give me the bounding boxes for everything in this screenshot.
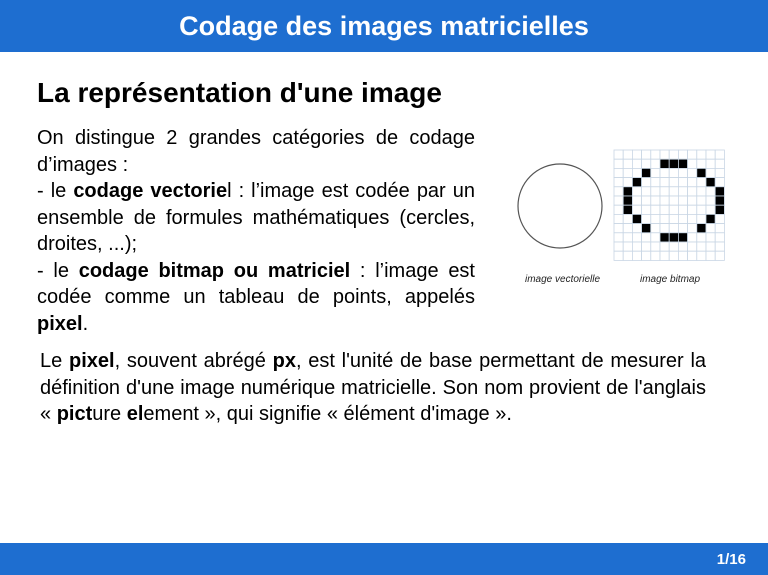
pixel-off bbox=[623, 242, 632, 251]
pixel-on bbox=[660, 233, 669, 242]
pixel-off bbox=[651, 251, 660, 260]
pixel-off bbox=[678, 196, 687, 205]
pixel-on bbox=[706, 214, 715, 223]
pixel-off bbox=[632, 187, 641, 196]
pixel-off bbox=[632, 242, 641, 251]
pixel-off bbox=[642, 178, 651, 187]
pixel-off bbox=[715, 168, 724, 177]
pixel-on bbox=[632, 178, 641, 187]
pixel-off bbox=[697, 150, 706, 159]
pixel-off bbox=[642, 187, 651, 196]
pixel-off bbox=[660, 187, 669, 196]
pixel-off bbox=[688, 168, 697, 177]
pixel-off bbox=[623, 178, 632, 187]
pixel-off bbox=[688, 159, 697, 168]
pixel-off bbox=[678, 187, 687, 196]
intro-paragraph bbox=[37, 125, 475, 337]
caption-bitmap: image bitmap bbox=[640, 274, 701, 285]
pixel-off bbox=[660, 150, 669, 159]
pixel-on bbox=[623, 187, 632, 196]
vector-definition: - le codage vectoriel : l’image est codée par un ensemble de formules mathématiques (cercles, droites, ...); bbox=[37, 180, 476, 255]
term-pixel: pixel bbox=[37, 312, 83, 335]
pixel-off bbox=[614, 242, 623, 251]
pixel-on bbox=[632, 214, 641, 223]
pixel-off bbox=[642, 251, 651, 260]
pixel-off bbox=[651, 224, 660, 233]
pixel-off bbox=[632, 233, 641, 242]
pixel-off bbox=[614, 224, 623, 233]
pixel-off bbox=[660, 205, 669, 214]
pixel-on bbox=[669, 159, 678, 168]
pixel-off bbox=[614, 187, 623, 196]
pixel-off bbox=[706, 251, 715, 260]
pixel-off bbox=[623, 251, 632, 260]
pixel-off bbox=[614, 168, 623, 177]
pixel-off bbox=[715, 159, 724, 168]
term-pict: pict bbox=[56, 403, 93, 425]
pixel-on bbox=[697, 168, 706, 177]
pixel-off bbox=[669, 187, 678, 196]
pixel-off bbox=[632, 224, 641, 233]
pixel-off bbox=[660, 224, 669, 233]
pixel-off bbox=[614, 178, 623, 187]
footer-bar bbox=[0, 543, 768, 575]
pixel-off bbox=[623, 150, 632, 159]
pixel-off bbox=[632, 150, 641, 159]
pixel-off bbox=[651, 187, 660, 196]
pixel-off bbox=[651, 150, 660, 159]
pixel-off bbox=[660, 242, 669, 251]
pixel-off bbox=[623, 159, 632, 168]
pixel-off bbox=[614, 233, 623, 242]
pixel-off bbox=[623, 168, 632, 177]
pixel-off bbox=[706, 159, 715, 168]
pixel-off bbox=[678, 242, 687, 251]
pixel-off bbox=[642, 233, 651, 242]
pixel-off bbox=[697, 159, 706, 168]
term-el: el bbox=[126, 403, 144, 425]
pixel-off bbox=[678, 205, 687, 214]
pixel-off bbox=[697, 242, 706, 251]
pixel-off bbox=[706, 224, 715, 233]
pixel-off bbox=[669, 242, 678, 251]
term-vector: codage vectorie bbox=[73, 180, 228, 202]
pixel-on bbox=[678, 233, 687, 242]
pixel-off bbox=[669, 224, 678, 233]
pixel-off bbox=[651, 159, 660, 168]
pixel-off bbox=[623, 224, 632, 233]
page-number: 1/16 bbox=[716, 551, 746, 568]
caption-vector: image vectorielle bbox=[525, 274, 601, 285]
pixel-off bbox=[614, 251, 623, 260]
pixel-off bbox=[660, 168, 669, 177]
pixel-on bbox=[642, 224, 651, 233]
pixel-off bbox=[660, 214, 669, 223]
pixel-off bbox=[614, 214, 623, 223]
pixel-off bbox=[688, 233, 697, 242]
pixel-off bbox=[632, 196, 641, 205]
pixel-off bbox=[642, 205, 651, 214]
pixel-on bbox=[715, 196, 724, 205]
pixel-off bbox=[669, 168, 678, 177]
page-title: Codage des images matricielles bbox=[179, 10, 589, 41]
pixel-off bbox=[669, 196, 678, 205]
term-pixel-2: pixel bbox=[68, 350, 115, 372]
pixel-off bbox=[632, 168, 641, 177]
pixel-off bbox=[614, 150, 623, 159]
pixel-off bbox=[697, 205, 706, 214]
pixel-off bbox=[715, 233, 724, 242]
pixel-off bbox=[623, 233, 632, 242]
pixel-off bbox=[678, 214, 687, 223]
pixel-off bbox=[669, 205, 678, 214]
pixel-off bbox=[715, 251, 724, 260]
pixel-on bbox=[642, 168, 651, 177]
pixel-off bbox=[715, 178, 724, 187]
pixel-off bbox=[688, 214, 697, 223]
pixel-off bbox=[697, 233, 706, 242]
pixel-off bbox=[706, 205, 715, 214]
pixel-off bbox=[669, 178, 678, 187]
pixel-off bbox=[688, 224, 697, 233]
term-px: px bbox=[272, 350, 296, 372]
intro-line: On distingue 2 grandes catégories de codage d’images : bbox=[37, 127, 475, 176]
pixel-off bbox=[697, 187, 706, 196]
pixel-off bbox=[697, 196, 706, 205]
pixel-off bbox=[642, 159, 651, 168]
pixel-off bbox=[660, 196, 669, 205]
pixel-on bbox=[660, 159, 669, 168]
pixel-off bbox=[632, 205, 641, 214]
pixel-off bbox=[678, 168, 687, 177]
pixel-off bbox=[697, 178, 706, 187]
pixel-off bbox=[632, 159, 641, 168]
pixel-off bbox=[623, 214, 632, 223]
vector-circle bbox=[518, 164, 602, 248]
pixel-on bbox=[623, 196, 632, 205]
bitmap-definition: - le codage bitmap ou matriciel : l’image est codée comme un tableau de points, appelés pixel. bbox=[37, 259, 475, 335]
pixel-on bbox=[678, 159, 687, 168]
pixel-off bbox=[651, 178, 660, 187]
pixel-on bbox=[715, 205, 724, 214]
pixel-off bbox=[688, 150, 697, 159]
pixel-off bbox=[651, 242, 660, 251]
pixel-off bbox=[678, 251, 687, 260]
term-bitmap: codage bitmap ou matriciel bbox=[78, 259, 351, 282]
pixel-off bbox=[651, 233, 660, 242]
pixel-on bbox=[669, 233, 678, 242]
pixel-off bbox=[688, 242, 697, 251]
pixel-off bbox=[688, 178, 697, 187]
pixel-paragraph: Le pixel, souvent abrégé px, est l'unité de base permettant de mesurer la définition d'une image numérique matricielle. Son nom provient de l'anglais « picture element », qui signifie « élément d'image ». bbox=[40, 350, 707, 425]
pixel-off bbox=[660, 251, 669, 260]
pixel-off bbox=[614, 196, 623, 205]
pixel-off bbox=[706, 242, 715, 251]
pixel-on bbox=[697, 224, 706, 233]
section-title: La représentation d'une image bbox=[37, 77, 442, 108]
bitmap-grid bbox=[614, 150, 724, 260]
pixel-off bbox=[688, 187, 697, 196]
pixel-off bbox=[688, 205, 697, 214]
pixel-off bbox=[678, 178, 687, 187]
pixel-off bbox=[678, 150, 687, 159]
pixel-off bbox=[642, 150, 651, 159]
pixel-off bbox=[706, 168, 715, 177]
pixel-off bbox=[660, 178, 669, 187]
pixel-off bbox=[697, 214, 706, 223]
pixel-on bbox=[706, 178, 715, 187]
pixel-on bbox=[715, 187, 724, 196]
pixel-off bbox=[642, 214, 651, 223]
pixel-off bbox=[651, 168, 660, 177]
pixel-off bbox=[706, 233, 715, 242]
pixel-off bbox=[642, 242, 651, 251]
pixel-off bbox=[706, 196, 715, 205]
pixel-off bbox=[651, 205, 660, 214]
pixel-off bbox=[706, 150, 715, 159]
pixel-off bbox=[632, 251, 641, 260]
header-bar bbox=[0, 0, 768, 52]
pixel-off bbox=[688, 196, 697, 205]
pixel-off bbox=[614, 205, 623, 214]
pixel-off bbox=[715, 150, 724, 159]
vector-vs-bitmap-figure bbox=[514, 148, 736, 288]
pixel-off bbox=[669, 150, 678, 159]
pixel-off bbox=[715, 224, 724, 233]
pixel-off bbox=[706, 187, 715, 196]
pixel-off bbox=[642, 196, 651, 205]
pixel-off bbox=[715, 242, 724, 251]
pixel-off bbox=[669, 214, 678, 223]
pixel-on bbox=[623, 205, 632, 214]
pixel-off bbox=[688, 251, 697, 260]
pixel-off bbox=[678, 224, 687, 233]
pixel-off bbox=[715, 214, 724, 223]
pixel-off bbox=[614, 159, 623, 168]
pixel-off bbox=[669, 251, 678, 260]
pixel-off bbox=[651, 196, 660, 205]
pixel-off bbox=[697, 251, 706, 260]
pixel-off bbox=[651, 214, 660, 223]
